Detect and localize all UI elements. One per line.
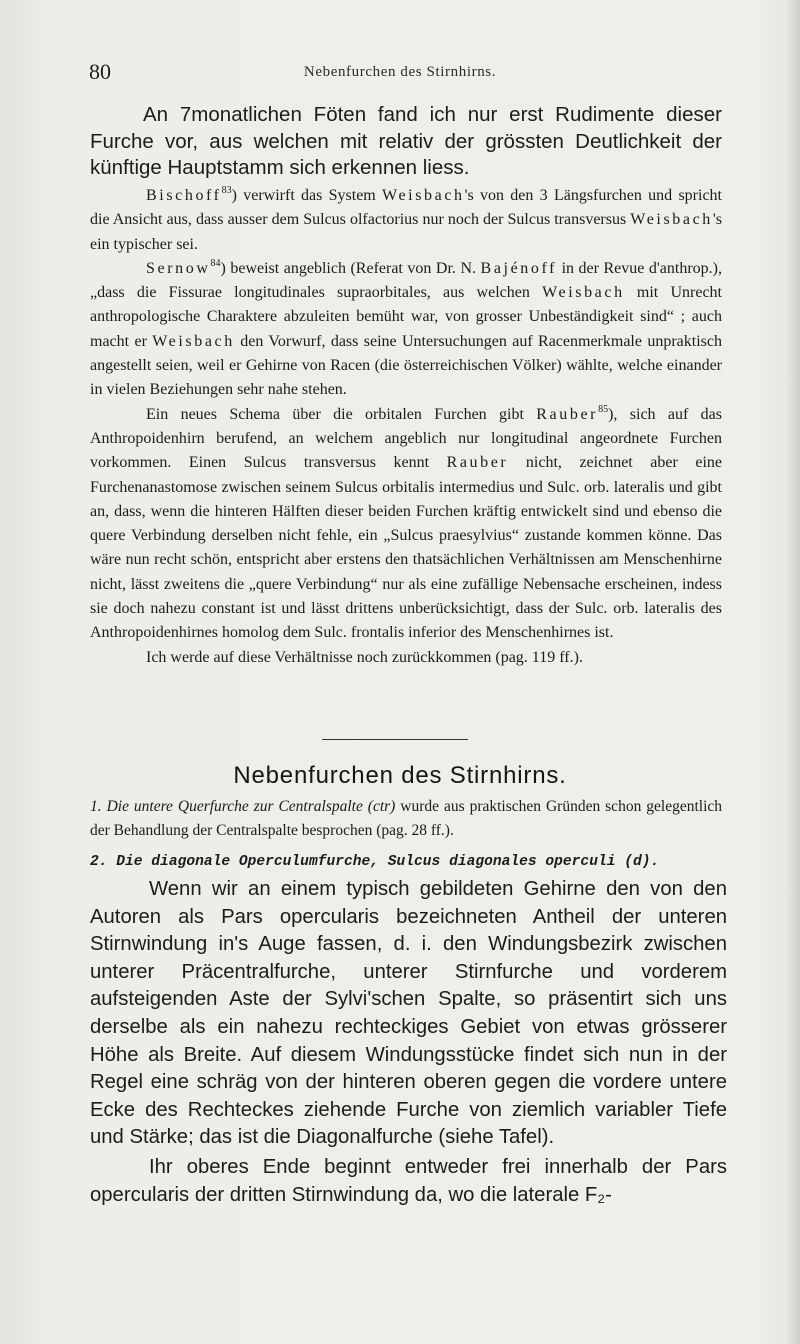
note-sernow: Sernow$^{84}$) beweist angeblich (Referat von Dr. N. Bajénoff in der Revue d'anthrop.), „dass die Fissurae longitudinales supraorbitales, aus welchen Weisbach mit Unrecht anthropologische Charaktere abzuleiten bemüht war, von grosser Unbeständigkeit sind“ ; auch macht er Weisbach den Vorwurf, dass seine Untersuchungen auf Racenmerkmale unpraktisch angestellt seien, weil er Gehirne von Racen (die österreichischen Völker) wählte, welche einander in vielen Beziehungen sehr nahe stehen. [90, 257, 722, 399]
item-1-text: wurde aus praktischen Gründen schon gelegentlich der Behandlung der Centralspalte besprochen (pag. 28 ff.). [90, 798, 723, 839]
item-2-heading: 2. Die diagonale Operculumfurche, Sulcus diagonales operculi (d). [90, 854, 660, 870]
intro-paragraph: An 7monatlichen Föten fand ich nur erst Rudimente dieser Furche vor, aus welchen mit relativ der grössten Deutlichkeit der künftige Hauptstamm sich erkennen liess. [90, 103, 722, 179]
note-reference: Ich werde auf diese Verhältnisse noch zurückkommen (pag. 119 ff.). [146, 648, 583, 666]
section-title: Nebenfurchen des Stirnhirns. [233, 762, 567, 789]
item-1-title: Die untere Querfurche zur Centralspalte (ctr) [106, 798, 396, 815]
page-gutter-shadow [786, 0, 800, 1344]
body-paragraph-1: Wenn wir an einem typisch gebildeten Gehirne den von den Autoren als Pars opercularis bezeichneten Antheil der unteren Stirnwindung in's Auge fassen, d. i. den Windungsbezirk zwischen unterer Präcentralfurche, unterer Stirnfurche und vorderem aufsteigenden Aste der Sylvi'schen Spalte, so präsentirt sich uns derselbe als ein nahezu rechteckiges Gebiet von etwas grösserer Höhe als Breite. Auf diesem Windungsstücke findet sich nun in der Regel eine schräg von der hinteren oberen gegen die vordere untere Ecke des Rechteckes ziehende Furche von ziemlich variabler Tiefe und Stärke; das ist die Diagonalfurche (siehe Tafel). [90, 878, 727, 1149]
section-divider [322, 739, 468, 740]
section-body [90, 876, 727, 1209]
running-head: Nebenfurchen des Stirnhirns. [303, 64, 497, 80]
note-rauber: Ein neues Schema über die orbitalen Furchen gibt Rauber$^{85}$), sich auf das Anthropoidenhirn berufend, an welchem angeblich nur longitudinal angeordnete Furchen vorkommen. Einen Sulcus transversus kennt Rauber nicht, zeichnet aber eine Furchenanastomose zwischen seinem Sulcus orbitalis intermedius und Sulc. orb. lateralis und gibt an, dass, wenn die hinteren Hälften dieser beiden Furchen kräftig entwickelt sind und ebenso die quere Verbindung derselben nicht fehle, ein „Sulcus praesylvius“ zustande kommen könne. Das wäre nun recht schön, entspricht aber erstens den thatsächlichen Verhältnissen am Menschenhirne nicht, lässt zweitens die „quere Verbindung“ nur als eine zufällige Nebensache erscheinen, indess sie doch nahezu constant ist und lässt drittens unberücksichtigt, dass der Sulc. orb. lateralis des Anthropoidenhirnes homolog dem Sulc. frontalis inferior des Menschenhirnes ist. [90, 403, 723, 642]
page-number: 80 [89, 59, 111, 84]
note-bischoff: Bischoff$^{83}$) verwirft das System Weisbach's von den 3 Längsfurchen und spricht die Ansicht aus, dass ausser dem Sulcus olfactorius nur noch der Sulcus transversus Weisbach's ein typischer sei. [90, 185, 722, 253]
literature-notes [90, 184, 722, 670]
item-1 [90, 795, 722, 843]
page-header [0, 58, 800, 88]
item-1-number: 1. [90, 798, 102, 815]
body-paragraph-2: Ihr oberes Ende beginnt entweder frei innerhalb der Pars opercularis der dritten Stirnwindung da, wo die laterale F₂- [90, 1155, 727, 1206]
